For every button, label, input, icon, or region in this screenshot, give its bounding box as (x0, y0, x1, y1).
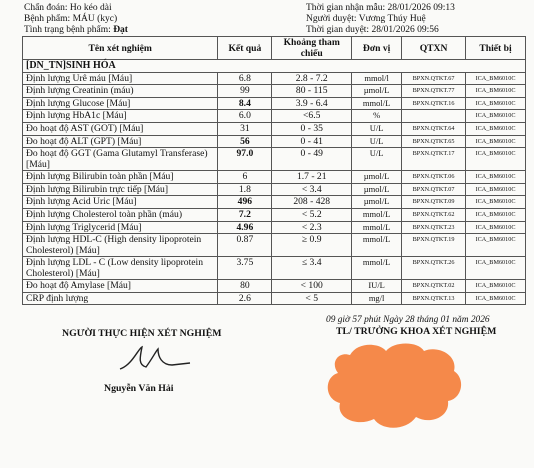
received-line (306, 3, 455, 14)
reference-cell: <6.5 (272, 110, 352, 123)
table-row (23, 135, 526, 148)
table-row (23, 196, 526, 209)
device-cell: ICA_BM6010C (466, 110, 526, 123)
unit-cell: µmol/L (352, 171, 402, 184)
result-cell: 99 (218, 85, 272, 98)
reference-cell: < 3.4 (272, 183, 352, 196)
result-cell: 6 (218, 171, 272, 184)
reference-cell: < 2.3 (272, 221, 352, 234)
section-row (23, 60, 526, 73)
table-row (23, 234, 526, 257)
test-name-cell: Đo hoạt độ ALT (GPT) [Máu] (23, 135, 218, 148)
specimen-label: Bệnh phẩm: (24, 14, 71, 24)
table-row (23, 221, 526, 234)
device-cell: ICA_BM6010C (466, 122, 526, 135)
result-cell: 1.8 (218, 183, 272, 196)
qtxn-cell (402, 110, 466, 123)
device-cell: ICA_BM6010C (466, 257, 526, 280)
col-header-qtxn: QTXN (402, 37, 466, 60)
result-cell: 97.0 (218, 148, 272, 171)
table-row (23, 292, 526, 305)
reference-cell: 2.8 - 7.2 (272, 72, 352, 85)
received-label: Thời gian nhận mẫu: (306, 3, 386, 13)
results-table (22, 36, 526, 305)
unit-cell: mmol/L (352, 221, 402, 234)
test-name-cell: Định lượng Bilirubin trực tiếp [Máu] (23, 183, 218, 196)
result-cell: 56 (218, 135, 272, 148)
unit-cell: mmol/l (352, 72, 402, 85)
reference-cell: < 5 (272, 292, 352, 305)
reference-cell: 1.7 - 21 (272, 171, 352, 184)
head-title: TL/ TRƯỞNG KHOA XÉT NGHIỆM (336, 326, 497, 337)
unit-cell: µmol/L (352, 196, 402, 209)
unit-cell: IU/L (352, 280, 402, 293)
test-name-cell: Định lượng Acid Uric [Máu] (23, 196, 218, 209)
result-cell: 7.2 (218, 208, 272, 221)
reference-cell: ≥ 0.9 (272, 234, 352, 257)
qtxn-cell: BPXN.QTKT.13 (402, 292, 466, 305)
reference-cell: 3.9 - 6.4 (272, 97, 352, 110)
test-name-cell: Định lượng Glucose [Máu] (23, 97, 218, 110)
performer-title: NGƯỜI THỰC HIỆN XÉT NGHIỆM (62, 328, 222, 339)
diagnosis-value: Ho kéo dài (69, 3, 112, 13)
table-row (23, 72, 526, 85)
unit-cell: mmol/L (352, 257, 402, 280)
test-name-cell: Đo hoạt độ Amylase [Máu] (23, 280, 218, 293)
test-name-cell: Định lượng Cholesterol toàn phần (máu) (23, 208, 218, 221)
approved-time-value: 28/01/2026 09:56 (371, 25, 439, 35)
performer-signature (116, 345, 196, 380)
reference-cell: 0 - 49 (272, 148, 352, 171)
test-name-cell: Định lượng Urê máu [Máu] (23, 72, 218, 85)
qtxn-cell: BPXN.QTKT.26 (402, 257, 466, 280)
redacted-seal (320, 335, 470, 440)
device-cell: ICA_BM6010C (466, 208, 526, 221)
qtxn-cell: BPXN.QTKT.19 (402, 234, 466, 257)
table-row (23, 171, 526, 184)
unit-cell: mg/l (352, 292, 402, 305)
unit-cell: mmol/L (352, 97, 402, 110)
unit-cell: mmol/L (352, 208, 402, 221)
qtxn-cell: BPXN.QTKT.77 (402, 85, 466, 98)
table-row (23, 280, 526, 293)
diagnosis-line (24, 3, 112, 14)
unit-cell: mmol/L (352, 234, 402, 257)
specimen-line (24, 14, 117, 25)
approver-line (306, 14, 426, 25)
device-cell: ICA_BM6010C (466, 97, 526, 110)
performer-name: Nguyễn Văn Hải (104, 383, 174, 394)
device-cell: ICA_BM6010C (466, 221, 526, 234)
table-row (23, 183, 526, 196)
table-row (23, 97, 526, 110)
result-cell: 2.6 (218, 292, 272, 305)
result-cell: 4.96 (218, 221, 272, 234)
specimen-status-label: Tình trạng bệnh phẩm: (24, 25, 111, 35)
specimen-status-value: Đạt (113, 25, 128, 35)
reference-cell: < 100 (272, 280, 352, 293)
col-header-reference: Khoảng tham chiếu (272, 37, 352, 60)
test-name-cell: Định lượng Triglycerid [Máu] (23, 221, 218, 234)
reference-cell: < 5.2 (272, 208, 352, 221)
qtxn-cell: BPXN.QTKT.65 (402, 135, 466, 148)
qtxn-cell: BPXN.QTKT.62 (402, 208, 466, 221)
table-header-row (23, 37, 526, 60)
approved-time-line (306, 25, 439, 36)
device-cell: ICA_BM6010C (466, 280, 526, 293)
test-name-cell: Đo hoạt độ GGT (Gama Glutamyl Transferase) [Máu] (23, 148, 218, 171)
result-cell: 0.87 (218, 234, 272, 257)
device-cell: ICA_BM6010C (466, 85, 526, 98)
qtxn-cell: BPXN.QTKT.67 (402, 72, 466, 85)
table-row (23, 85, 526, 98)
test-name-cell: Định lượng HDL-C (High density lipoprotein Cholesterol) [Máu] (23, 234, 218, 257)
test-name-cell: Định lượng Bilirubin toàn phần [Máu] (23, 171, 218, 184)
approver-label: Người duyệt: (306, 14, 357, 24)
specimen-value: MÁU (kyc) (72, 14, 118, 24)
table-row (23, 208, 526, 221)
qtxn-cell: BPXN.QTKT.16 (402, 97, 466, 110)
device-cell: ICA_BM6010C (466, 234, 526, 257)
report-datetime: 09 giờ 57 phút Ngày 28 tháng 01 năm 2026 (326, 315, 490, 325)
device-cell: ICA_BM6010C (466, 135, 526, 148)
approver-value: Vương Thúy Huệ (358, 14, 426, 24)
result-cell: 80 (218, 280, 272, 293)
qtxn-cell: BPXN.QTKT.17 (402, 148, 466, 171)
result-cell: 496 (218, 196, 272, 209)
qtxn-cell: BPXN.QTKT.07 (402, 183, 466, 196)
result-cell: 6.8 (218, 72, 272, 85)
device-cell: ICA_BM6010C (466, 292, 526, 305)
diagnosis-label: Chẩn đoán: (24, 3, 68, 13)
result-cell: 31 (218, 122, 272, 135)
unit-cell: µmol/L (352, 183, 402, 196)
test-name-cell: Định lượng Creatinin (máu) (23, 85, 218, 98)
qtxn-cell: BPXN.QTKT.64 (402, 122, 466, 135)
col-header-unit: Đơn vị (352, 37, 402, 60)
reference-cell: 80 - 115 (272, 85, 352, 98)
qtxn-cell: BPXN.QTKT.06 (402, 171, 466, 184)
col-header-device: Thiết bị (466, 37, 526, 60)
reference-cell: ≤ 3.4 (272, 257, 352, 280)
col-header-result: Kết quả (218, 37, 272, 60)
device-cell: ICA_BM6010C (466, 171, 526, 184)
received-value: 28/01/2026 09:13 (387, 3, 455, 13)
unit-cell: U/L (352, 122, 402, 135)
unit-cell: U/L (352, 135, 402, 148)
reference-cell: 208 - 428 (272, 196, 352, 209)
col-header-test-name: Tên xét nghiệm (23, 37, 218, 60)
test-name-cell: Đo hoạt độ AST (GOT) [Máu] (23, 122, 218, 135)
result-cell: 6.0 (218, 110, 272, 123)
table-row (23, 257, 526, 280)
section-title: [DN_TN]SINH HÓA (23, 60, 526, 73)
test-name-cell: Định lượng LDL - C (Low density lipoprotein Cholesterol) [Máu] (23, 257, 218, 280)
test-name-cell: Định lượng HbA1c [Máu] (23, 110, 218, 123)
result-cell: 8.4 (218, 97, 272, 110)
unit-cell: U/L (352, 148, 402, 171)
device-cell: ICA_BM6010C (466, 196, 526, 209)
reference-cell: 0 - 35 (272, 122, 352, 135)
unit-cell: µmol/L (352, 85, 402, 98)
table-row (23, 148, 526, 171)
approved-time-label: Thời gian duyệt: (306, 25, 370, 35)
unit-cell: % (352, 110, 402, 123)
device-cell: ICA_BM6010C (466, 148, 526, 171)
reference-cell: 0 - 41 (272, 135, 352, 148)
device-cell: ICA_BM6010C (466, 72, 526, 85)
specimen-status-line (24, 25, 128, 36)
qtxn-cell: BPXN.QTKT.02 (402, 280, 466, 293)
qtxn-cell: BPXN.QTKT.23 (402, 221, 466, 234)
test-name-cell: CRP định lượng (23, 292, 218, 305)
table-row (23, 110, 526, 123)
device-cell: ICA_BM6010C (466, 183, 526, 196)
table-row (23, 122, 526, 135)
result-cell: 3.75 (218, 257, 272, 280)
qtxn-cell: BPXN.QTKT.09 (402, 196, 466, 209)
